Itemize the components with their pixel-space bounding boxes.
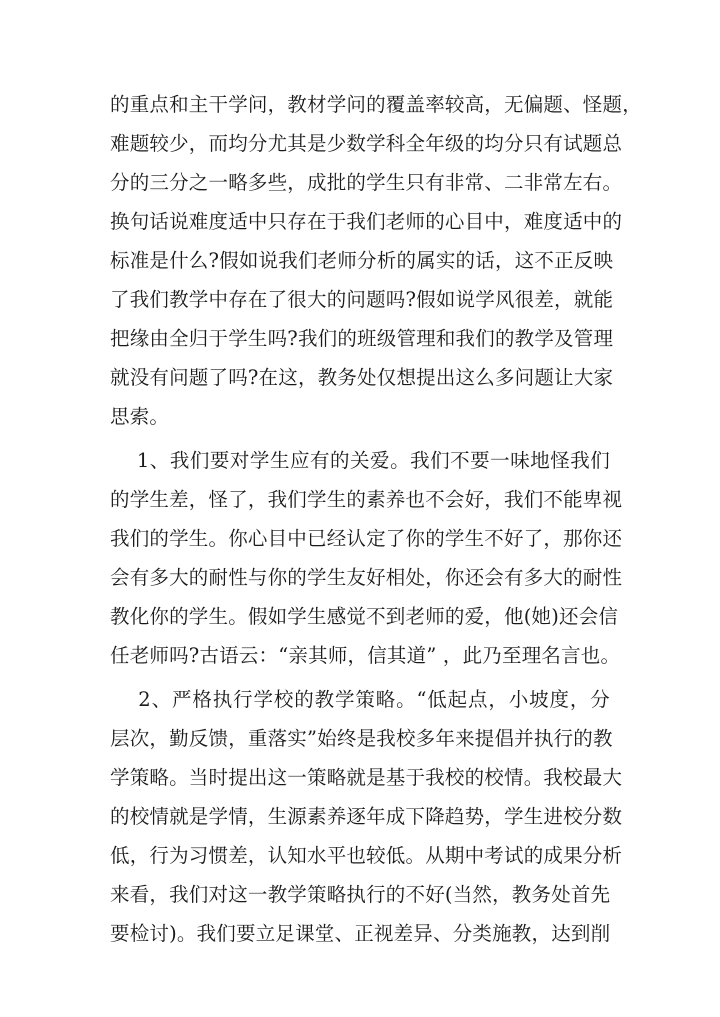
text-line: 难题较少，而均分尤其是少数学科全年级的均分只有试题总 — [110, 132, 623, 155]
text-line: 来看，我们对这一教学策略执行的不好(当然，教务处首先 — [110, 883, 611, 906]
paragraph-2-first-line: 2、严格执行学校的教学策略。“低起点，小坡度，分 — [110, 688, 610, 711]
text-line: 会有多大的耐性与你的学生友好相处，你还会有多大的耐性 — [110, 566, 623, 589]
text-line: 的学生差，怪了，我们学生的素养也不会好，我们不能卑视 — [110, 488, 623, 511]
paragraph-1-first-line: 1、我们要对学生应有的关爱。我们不要一味地怪我们 — [110, 449, 610, 472]
text-line: 换句话说难度适中只存在于我们老师的心目中，难度适中的 — [110, 210, 623, 233]
text-line: 的重点和主干学问，教材学问的覆盖率较高，无偏题、怪题， — [110, 93, 642, 116]
text-line: 标准是什么?假如说我们老师分析的属实的话，这不正反映 — [110, 249, 614, 272]
text-line: 教化你的学生。假如学生感觉不到老师的爱，他(她)还会信 — [110, 605, 619, 628]
text-line: 层次，勤反馈，重落实”始终是我校多年来提倡并执行的教 — [110, 727, 613, 750]
text-line: 学策略。当时提出这一策略就是基于我校的校情。我校最大 — [110, 766, 623, 789]
text-line: 就没有问题了吗?在这，教务处仅想提出这么多问题让大家 — [110, 366, 614, 389]
text-line: 低，行为习惯差，认知水平也较低。从期中考试的成果分析 — [110, 844, 623, 867]
text-line: 我们的学生。你心目中已经认定了你的学生不好了，那你还 — [110, 527, 623, 550]
text-line: 思索。 — [110, 405, 170, 428]
text-line: 任老师吗?古语云：“亲其师，信其道” ，此乃至理名言也。 — [110, 644, 621, 667]
text-line: 要检讨)。我们要立足课堂、正视差异、分类施教，达到削 — [110, 922, 611, 945]
text-line: 分的三分之一略多些，成批的学生只有非常、二非常左右。 — [110, 171, 623, 194]
text-line: 的校情就是学情，生源素养逐年成下降趋势，学生进校分数 — [110, 805, 623, 828]
text-line: 把缘由全归于学生吗?我们的班级管理和我们的教学及管理 — [110, 327, 614, 350]
text-line: 了我们教学中存在了很大的问题吗?假如说学风很差，就能 — [110, 288, 614, 311]
